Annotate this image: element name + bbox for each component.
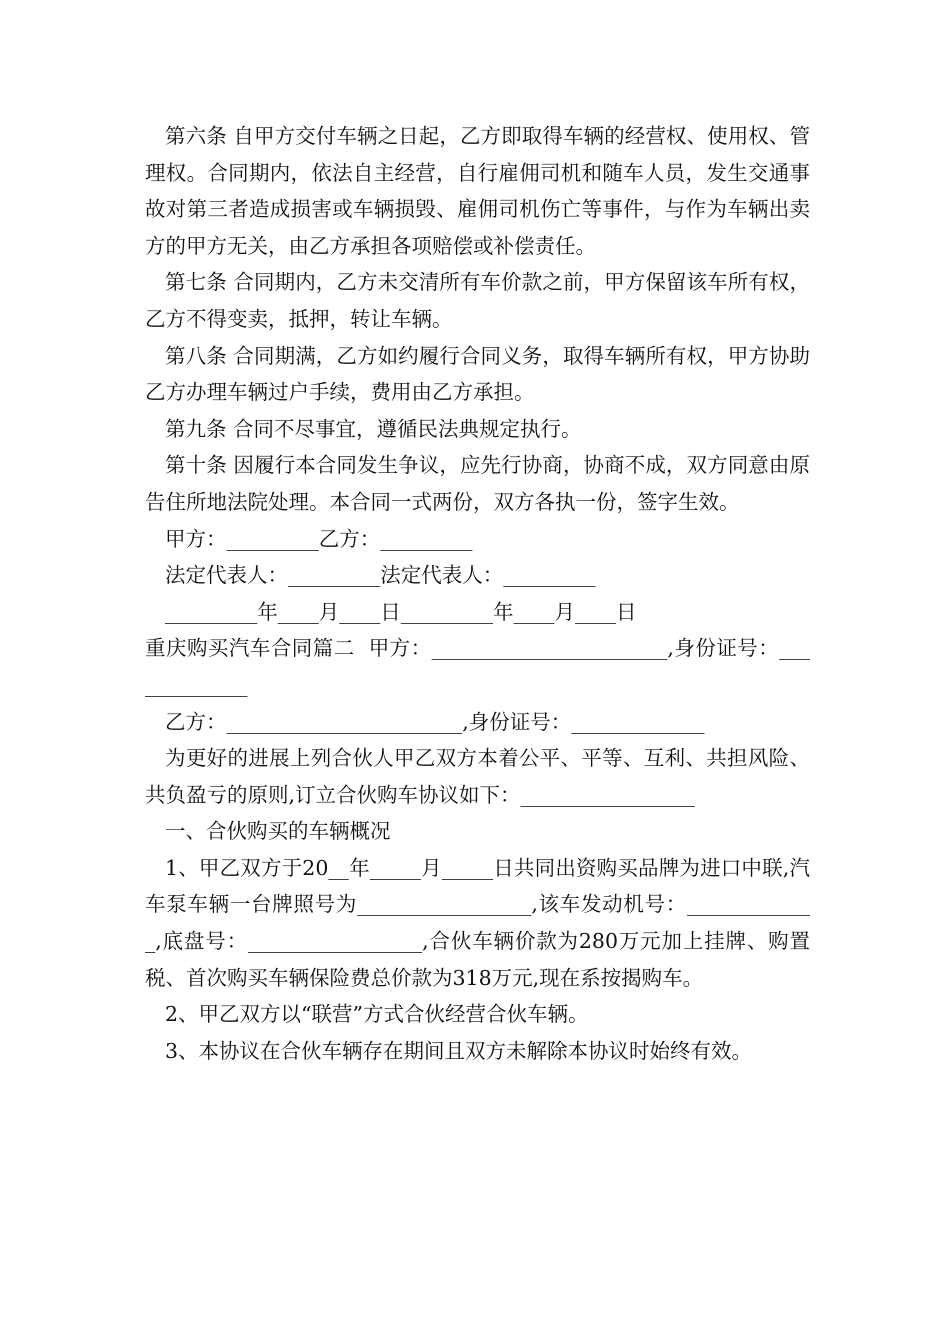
article-7-paragraph: 第七条 合同期内，乙方未交清所有车价款之前，甲方保留该车所有权，乙方不得变卖，抵押，转让车辆。 [145,270,810,331]
party-b-line: 乙方：_______________________,身份证号：_____________ [165,709,705,734]
article-9-paragraph: 第九条 合同不尽事宜，遵循民法典规定执行。 [165,416,582,441]
signature-dates-line: _________年____月____日_________年____月____日 [165,599,637,624]
contract-two-party-a-line: 重庆购买汽车合同篇二 甲方：_______________________,身份证号：_____________ [145,636,810,697]
document-page [145,118,810,1069]
item-3-paragraph: 3、本协议在合伙车辆存在期间且双方未解除本协议时始终有效。 [165,1038,753,1063]
item-1-paragraph: 1、甲乙双方于20__年_____月_____日共同出资购买品牌为进口中联,汽车泵车辆一台牌照号为_________________,该车发动机号：_____________,底盘号：_________________,合伙车辆价款为280万元加上挂牌、购置税、首次购买车辆保险费总价款为318万元,现在系按揭购车。 [145,855,810,990]
legal-representatives-line: 法定代表人：_________法定代表人：_________ [165,563,596,588]
agreement-intro-paragraph: 为更好的进展上列合伙人甲乙双方本着公平、平等、互利、共担风险、共负盈亏的原则,订立合伙购车协议如下：_________________ [145,746,810,807]
section-1-heading: 一、合伙购买的车辆概况 [165,819,391,844]
item-2-paragraph: 2、甲乙双方以“联营”方式合伙经营合伙车辆。 [165,1002,589,1027]
article-6-paragraph: 第六条 自甲方交付车辆之日起，乙方即取得车辆的经营权、使用权、管理权。合同期内，依法自主经营，自行雇佣司机和随车人员，发生交通事故对第三者造成损害或车辆损毁、雇佣司机伤亡等事件，与作为车辆出卖方的甲方无关，由乙方承担各项赔偿或补偿责任。 [145,124,810,258]
article-8-paragraph: 第八条 合同期满，乙方如约履行合同义务，取得车辆所有权，甲方协助乙方办理车辆过户手续，费用由乙方承担。 [145,343,810,405]
parties-signature-line: 甲方：_________乙方：_________ [165,526,473,551]
article-10-paragraph: 第十条 因履行本合同发生争议，应先行协商，协商不成，双方同意由原告住所地法院处理。本合同一式两份，双方各执一份，签字生效。 [145,453,810,514]
